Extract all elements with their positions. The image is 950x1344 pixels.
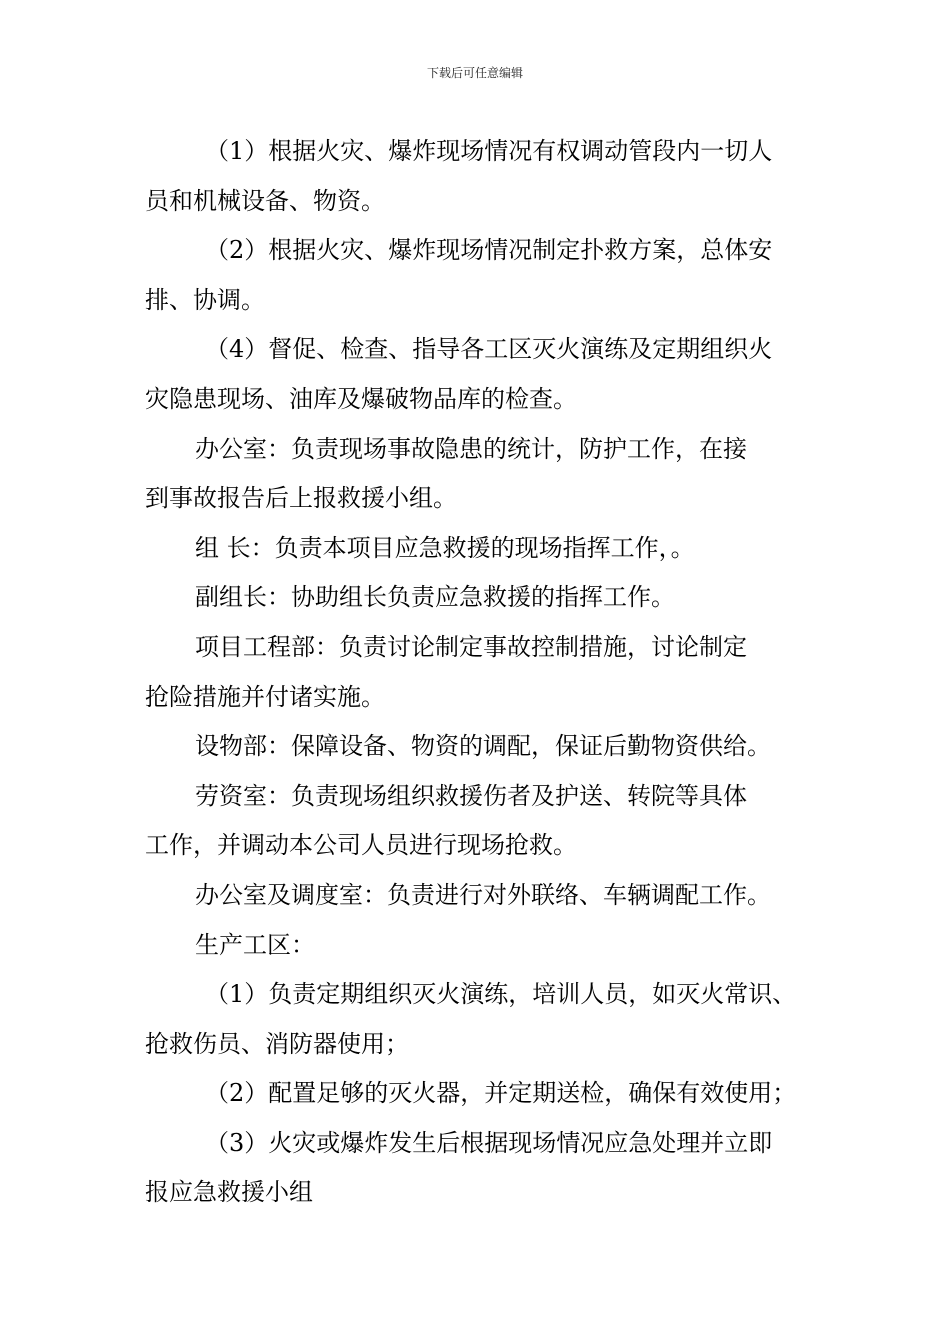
text-line: 副组长：协助组长负责应急救援的指挥工作。 [195, 583, 675, 612]
page-header-note: 下载后可任意编辑 [426, 66, 523, 80]
text-line: 组 长：负责本项目应急救援的现场指挥工作，。 [195, 533, 695, 562]
text-line: 灾隐患现场、油库及爆破物品库的检查。 [145, 384, 577, 413]
document-body [145, 131, 825, 1222]
text-line: （1）负责定期组织灭火演练，培训人员，如灭火常识、 [205, 980, 797, 1009]
text-line: （4）督促、检查、指导各工区灭火演练及定期组织火 [205, 335, 773, 364]
text-line: 抢险措施并付诸实施。 [145, 682, 385, 711]
text-line: 抢救伤员、消防器使用； [145, 1029, 409, 1058]
text-line: 工作，并调动本公司人员进行现场抢救。 [145, 831, 577, 860]
text-line: （3）火灾或爆炸发生后根据现场情况应急处理并立即 [205, 1128, 773, 1157]
text-line: 报应急救援小组 [145, 1178, 313, 1207]
text-line: （2）根据火灾、爆炸现场情况制定扑救方案，总体安 [205, 236, 773, 265]
text-line: （2）配置足够的灭火器，并定期送检，确保有效使用； [205, 1079, 797, 1108]
text-line: 生产工区： [195, 930, 315, 959]
text-line: 到事故报告后上报救援小组。 [145, 484, 457, 513]
text-line: 办公室：负责现场事故隐患的统计，防护工作，在接 [195, 434, 747, 463]
text-line: 劳资室：负责现场组织救援伤者及护送、转院等具体 [195, 781, 747, 810]
text-line: 员和机械设备、物资。 [145, 186, 385, 215]
text-line: 办公室及调度室：负责进行对外联络、车辆调配工作。 [195, 880, 771, 909]
text-line: 设物部：保障设备、物资的调配，保证后勤物资供给。 [195, 732, 771, 761]
text-line: （1）根据火灾、爆炸现场情况有权调动管段内一切人 [205, 137, 773, 165]
text-line: 项目工程部：负责讨论制定事故控制措施，讨论制定 [195, 632, 747, 661]
text-line: 排、协调。 [145, 285, 265, 314]
